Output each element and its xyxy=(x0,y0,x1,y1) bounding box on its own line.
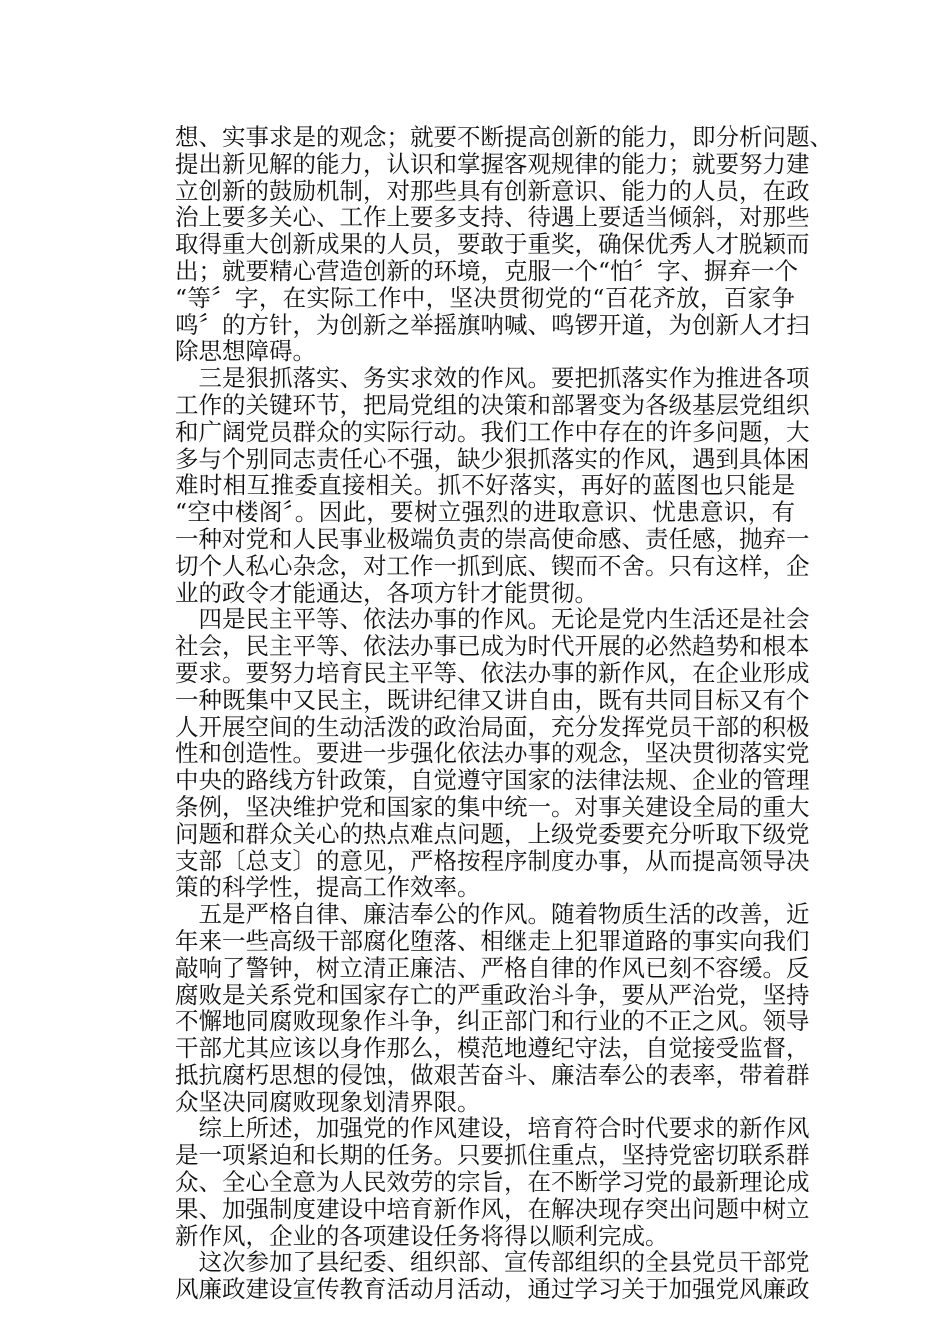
text-line: 众、全心全意为人民效劳的宗旨，在不断学习党的最新理论成 xyxy=(175,1168,810,1197)
text-line: “空中楼阁〞。因此，要树立强烈的进取意识、忧患意识，有 xyxy=(175,498,795,527)
text-line: 敲响了警钟，树立清正廉洁、严格自律的作风已刻不容缓。反 xyxy=(175,953,810,982)
text-line: 出；就要精心营造创新的环境，克服一个“怕〞字、摒弃一个 xyxy=(175,256,799,285)
text-line: 社会，民主平等、依法办事已成为时代开展的必然趋势和根本 xyxy=(175,632,810,661)
text-line: 问题和群众关心的热点难点问题，上级党委要充分听取下级党 xyxy=(175,819,810,848)
text-line: 除思想障碍。 xyxy=(175,337,316,366)
text-line: 策的科学性，提高工作效率。 xyxy=(175,873,481,902)
text-line: 这次参加了县纪委、组织部、宣传部组织的全县党员干部党 xyxy=(175,1248,810,1277)
text-line: 条例，坚决维护党和国家的集中统一。对事关建设全局的重大 xyxy=(175,792,810,821)
text-line: 支部〔总支〕的意见，严格按程序制度办事，从而提高领导决 xyxy=(175,846,810,875)
text-line: 五是严格自律、廉洁奉公的作风。随着物质生活的改善，近 xyxy=(175,900,810,929)
text-line: 治上要多关心、工作上要多支持、待遇上要适当倾斜，对那些 xyxy=(175,203,810,232)
text-line: 工作的关键环节，把局党组的决策和部署变为各级基层党组织 xyxy=(175,390,810,419)
text-line: 三是狠抓落实、务实求效的作风。要把抓落实作为推进各项 xyxy=(175,364,810,393)
text-line: 立创新的鼓励机制，对那些具有创新意识、能力的人员，在政 xyxy=(175,176,810,205)
text-line: 鸣〞的方针，为创新之举摇旗呐喊、鸣锣开道，为创新人才扫 xyxy=(175,310,810,339)
text-line: 切个人私心杂念，对工作一抓到底、锲而不舍。只有这样，企 xyxy=(175,551,810,580)
text-line: 多与个别同志责任心不强，缺少狠抓落实的作风，遇到具体困 xyxy=(175,444,810,473)
body-text xyxy=(175,123,833,1304)
text-line: 综上所述，加强党的作风建设，培育符合时代要求的新作风 xyxy=(175,1114,810,1143)
text-line: 要求。要努力培育民主平等、依法办事的新作风，在企业形成 xyxy=(175,658,810,687)
text-line: 风廉政建设宣传教育活动月活动，通过学习关于加强党风廉政 xyxy=(175,1275,810,1304)
text-line: 想、实事求是的观念；就要不断提高创新的能力，即分析问题、 xyxy=(175,123,833,151)
text-line: 人开展空间的生动活泼的政治局面，充分发挥党员干部的积极 xyxy=(175,712,810,741)
text-line: 不懈地同腐败现象作斗争，纠正部门和行业的不正之风。领导 xyxy=(175,1007,810,1036)
text-line: 中央的路线方针政策，自觉遵守国家的法律法规、企业的管理 xyxy=(175,766,810,795)
text-line: 果、加强制度建设中培育新作风，在解决现存突出问题中树立 xyxy=(175,1194,810,1223)
text-line: 是一项紧迫和长期的任务。只要抓住重点，坚持党密切联系群 xyxy=(175,1141,810,1170)
text-line: 难时相互推委直接相关。抓不好落实，再好的蓝图也只能是 xyxy=(175,471,795,500)
text-line: 年来一些高级干部腐化堕落、相继走上犯罪道路的事实向我们 xyxy=(175,926,810,955)
text-line: 取得重大创新成果的人员，要敢于重奖，确保优秀人才脱颖而 xyxy=(175,230,810,259)
text-line: 和广阔党员群众的实际行动。我们工作中存在的许多问题，大 xyxy=(175,417,810,446)
text-line: 干部尤其应该以身作那么，模范地遵纪守法，自觉接受监督， xyxy=(175,1034,810,1063)
text-line: 腐败是关系党和国家存亡的严重政治斗争，要从严治党，坚持 xyxy=(175,980,810,1009)
text-line: 众坚决同腐败现象划清界限。 xyxy=(175,1087,481,1116)
text-line: 性和创造性。要进一步强化依法办事的观念，坚决贯彻落实党 xyxy=(175,739,810,768)
text-line: “等〞字，在实际工作中，坚决贯彻党的“百花齐放，百家争 xyxy=(175,283,795,312)
text-line: 业的政令才能通达，各项方针才能贯彻。 xyxy=(175,578,598,607)
text-line: 一种既集中又民主，既讲纪律又讲自由，既有共同目标又有个 xyxy=(175,685,810,714)
text-line: 抵抗腐朽思想的侵蚀，做艰苦奋斗、廉洁奉公的表率，带着群 xyxy=(175,1060,810,1089)
text-line: 一种对党和人民事业极端负责的崇高使命感、责任感，抛弃一 xyxy=(175,524,810,553)
text-line: 新作风，企业的各项建设任务将得以顺利完成。 xyxy=(175,1221,669,1250)
text-line: 提出新见解的能力，认识和掌握客观规律的能力；就要努力建 xyxy=(175,149,810,178)
text-line: 四是民主平等、依法办事的作风。无论是党内生活还是社会 xyxy=(175,605,810,634)
